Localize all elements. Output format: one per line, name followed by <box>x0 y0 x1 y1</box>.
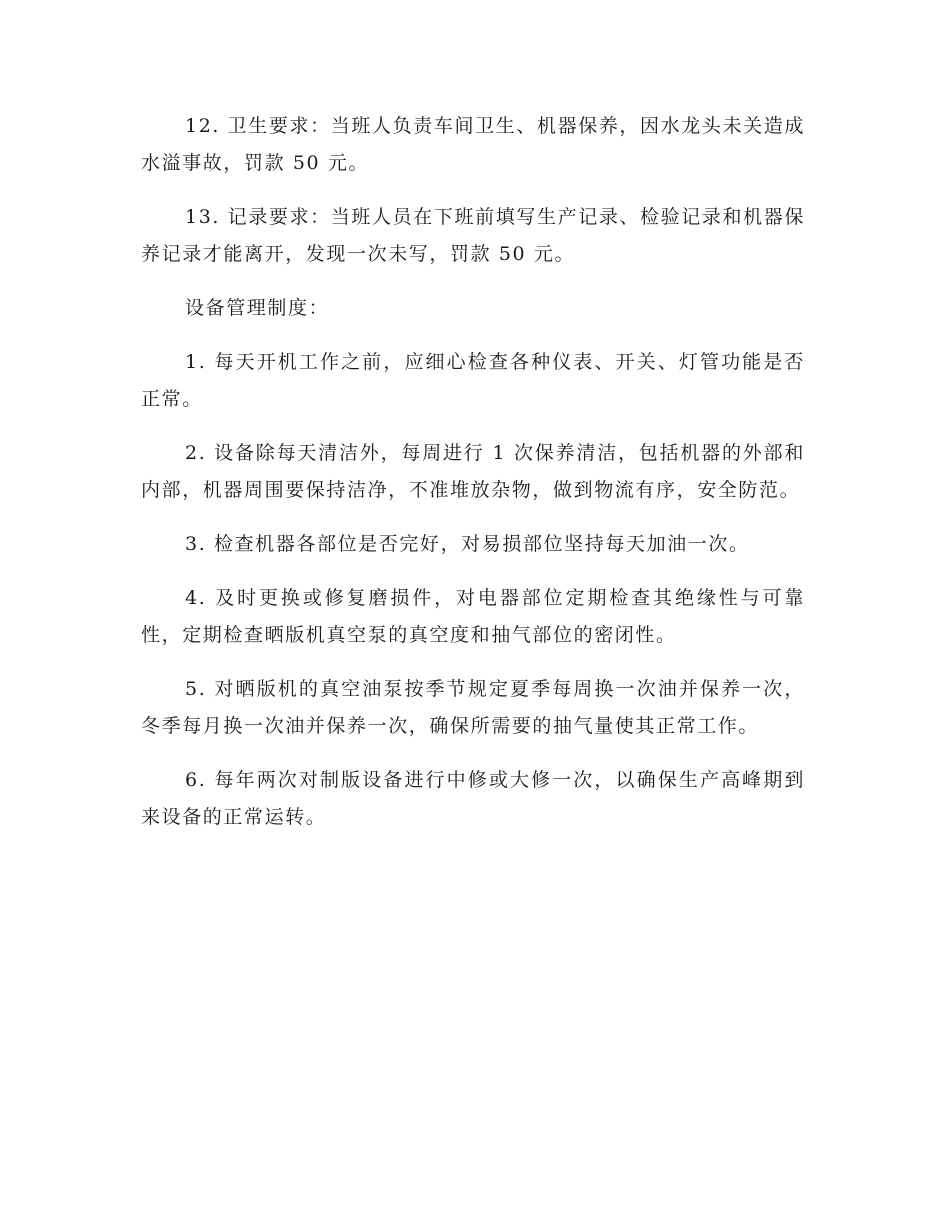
paragraph-hygiene-rule: 12. 卫生要求：当班人负责车间卫生、机器保养，因水龙头未关造成水溢事故，罚款 50 元。 <box>141 115 805 174</box>
section-heading-equipment: 设备管理制度： <box>185 297 330 319</box>
document-body <box>141 108 805 853</box>
paragraph-record-rule: 13. 记录要求：当班人员在下班前填写生产记录、检验记录和机器保养记录才能离开，发现一次未写，罚款 50 元。 <box>141 206 805 265</box>
paragraph-item-2: 2. 设备除每天清洁外，每周进行 1 次保养清洁，包括机器的外部和内部，机器周围要保持洁净，不准堆放杂物，做到物流有序，安全防范。 <box>141 442 805 501</box>
paragraph-item-4: 4. 及时更换或修复磨损件，对电器部位定期检查其绝缘性与可靠性，定期检查晒版机真空泵的真空度和抽气部位的密闭性。 <box>141 587 805 646</box>
paragraph-item-1: 1. 每天开机工作之前，应细心检查各种仪表、开关、灯管功能是否正常。 <box>141 351 805 410</box>
paragraph-item-3: 3. 检查机器各部位是否完好，对易损部位坚持每天加油一次。 <box>185 533 750 555</box>
paragraph-item-5: 5. 对晒版机的真空油泵按季节规定夏季每周换一次油并保养一次，冬季每月换一次油并保养一次，确保所需要的抽气量使其正常工作。 <box>141 678 805 737</box>
paragraph-item-6: 6. 每年两次对制版设备进行中修或大修一次，以确保生产高峰期到来设备的正常运转。 <box>141 769 805 828</box>
